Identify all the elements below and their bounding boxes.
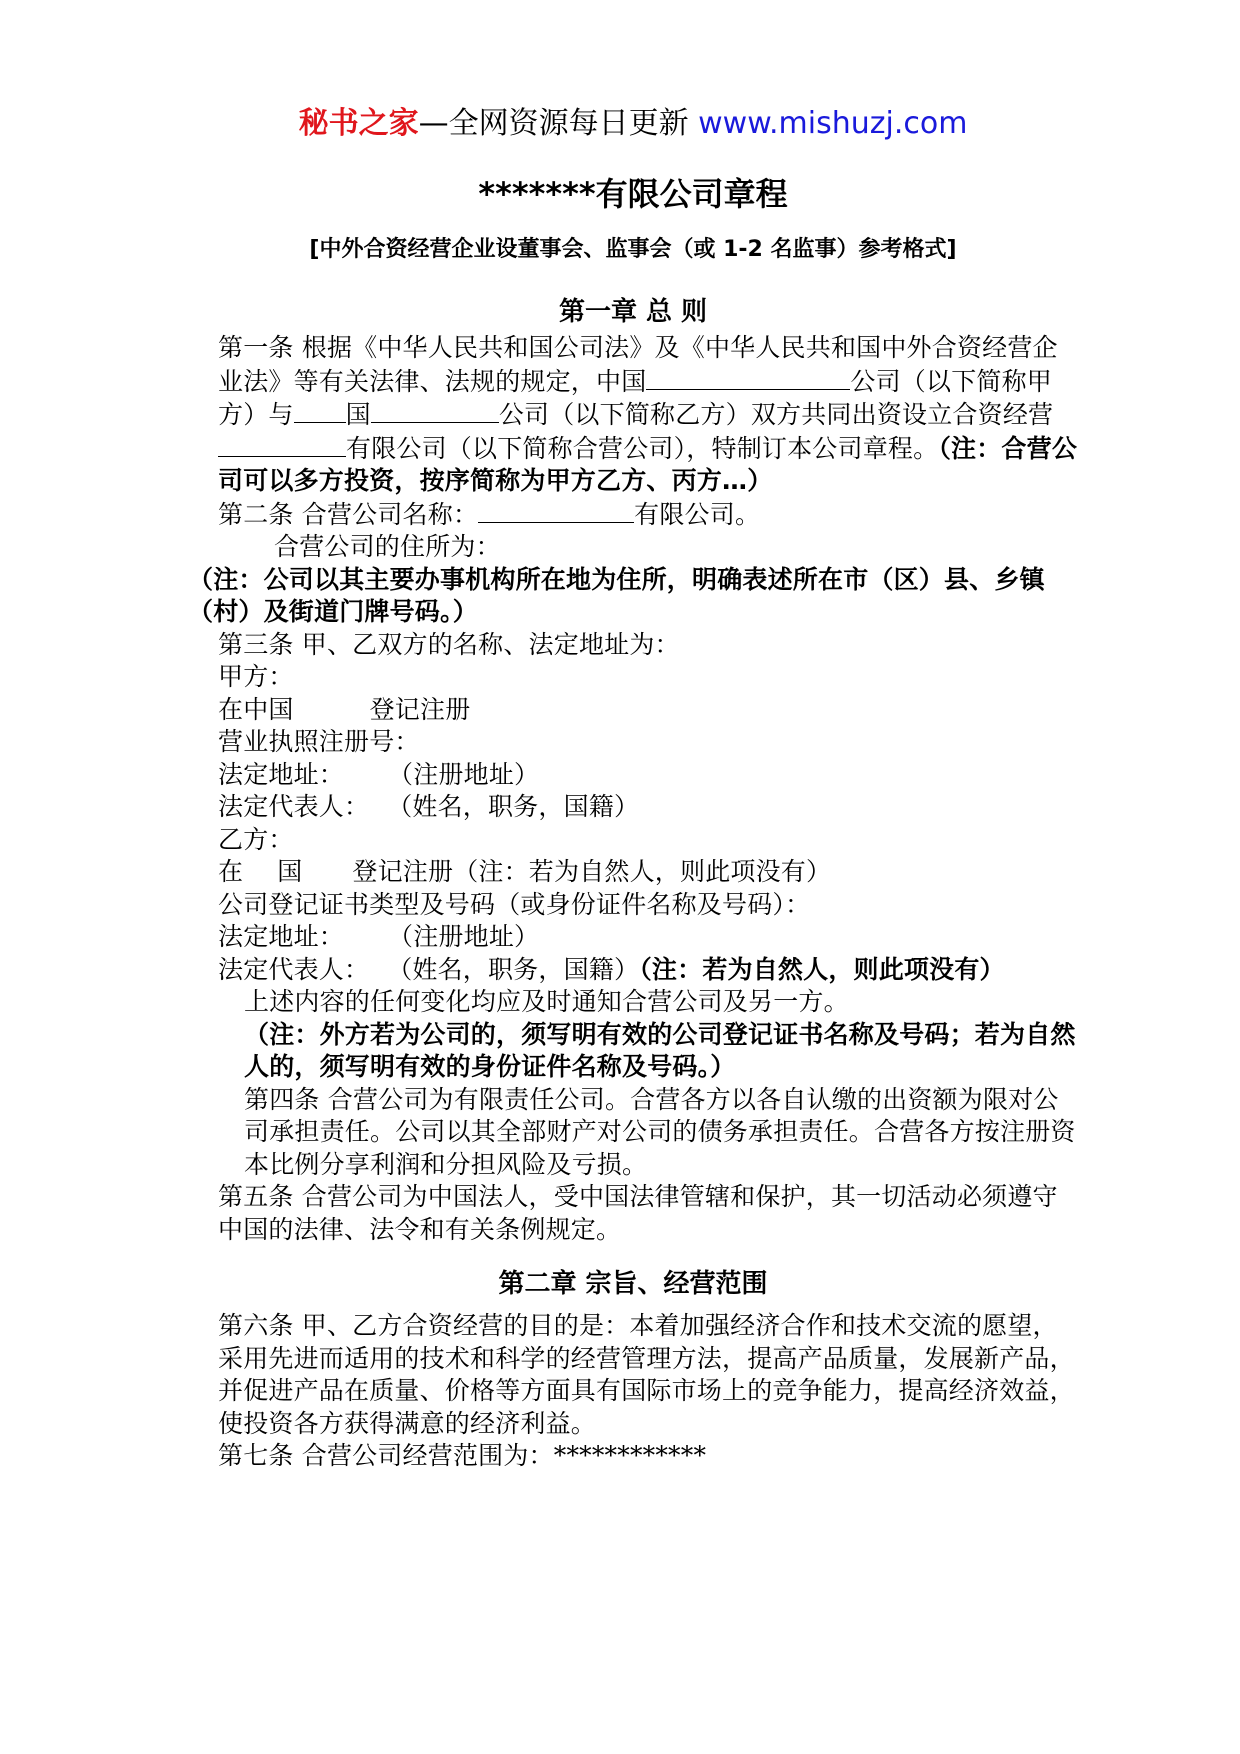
reg-b-suffix: 登记注册（注：若为自然人，则此项没有）	[352, 857, 832, 886]
document-title: *******有限公司章程	[478, 175, 788, 213]
article-6: 第六条 甲、乙方合资经营的目的是：本着加强经济合作和技术交流的愿望，采用先进而适用的技术和科学的经营管理方法，提高产品质量，发展新产品，并促进产品在质量、价格等方面具有国际市场上的竞争能力，提高经济效益，使投资各方获得满意的经济利益。	[218, 1311, 1075, 1438]
reg-a-suffix: 登记注册	[369, 694, 471, 724]
article-1-text-b: 公司（以下简称甲方）与	[218, 366, 1053, 429]
article-1-text-a: 第一条 根据《中华人民共和国公司法》及《中华人民共和国中外合资经营企业法》等有关法律、法规的规定，中国	[218, 333, 1058, 396]
blank-line	[478, 498, 634, 523]
rep-value: （姓名，职务，国籍）	[387, 792, 640, 821]
article-2	[188, 498, 1078, 532]
address-value: （注册地址）	[388, 922, 540, 951]
article-2-address: 合营公司的住所为：	[274, 532, 501, 561]
rep-value: （姓名，职务，国籍）	[387, 954, 640, 984]
blank-line	[218, 432, 346, 457]
article-3-change-notice: 上述内容的任何变化均应及时通知合营公司及另一方。	[244, 987, 849, 1016]
party-a-license: 营业执照注册号：	[218, 727, 420, 756]
header-tagline: —全网资源每日更新	[418, 106, 699, 141]
article-3-note: （注：外方若为公司的，须写明有效的公司登记证书名称及号码；若为自然人的，须写明有效的身份证件名称及号码。）	[244, 1019, 1076, 1081]
party-a-representative	[188, 791, 1078, 824]
blank-line	[371, 398, 499, 423]
address-label: 法定地址：	[218, 922, 345, 951]
article-1-text-d: 公司（以下简称乙方）双方共同出资设立合资经营	[498, 400, 1054, 429]
article-1-text-c: 国	[345, 400, 371, 429]
article-7: 第七条 合营公司经营范围为：************	[218, 1441, 707, 1470]
article-2-text-a: 第二条 合营公司名称：	[218, 499, 479, 529]
party-a-address	[188, 759, 1078, 792]
site-header	[188, 100, 1078, 148]
rep-note: （注：若为自然人，则此项没有）	[639, 954, 1005, 984]
reg-a-country: 在中国	[218, 694, 294, 724]
article-3-intro: 第三条 甲、乙双方的名称、法定地址为：	[218, 629, 680, 659]
article-2-note: （注：公司以其主要办事机构所在地为住所，明确表述所在市（区）县、乡镇（村）及街道门牌号码。）	[188, 564, 1045, 626]
party-b-registration	[188, 856, 1078, 889]
party-a-registration	[188, 694, 1078, 727]
party-b-label: 乙方：	[218, 824, 294, 854]
address-label: 法定地址：	[218, 759, 345, 789]
document-page	[188, 100, 1078, 1473]
article-1	[188, 332, 1078, 498]
article-1-note: （注：合营公司可以多方投资，按序简称为甲方乙方、丙方…）	[218, 433, 1078, 495]
article-2-text-b: 有限公司。	[634, 499, 761, 529]
party-a-label: 甲方：	[218, 662, 294, 691]
reg-b-country: 国	[277, 857, 303, 886]
chapter-1-heading: 第一章 总 则	[558, 297, 708, 327]
blank-line	[646, 365, 850, 390]
brand-name: 秘书之家	[298, 106, 419, 141]
blank-line	[294, 398, 346, 423]
article-5: 第五条 合营公司为中国法人，受中国法律管辖和保护，其一切活动必须遵守中国的法律、法令和有关条例规定。	[218, 1182, 1058, 1244]
address-value: （注册地址）	[388, 759, 540, 789]
party-b-address	[188, 921, 1078, 954]
chapter-2-heading: 第二章 宗旨、经营范围	[498, 1269, 768, 1299]
rep-label: 法定代表人：	[218, 792, 370, 821]
article-4: 第四条 合营公司为有限责任公司。合营各方以各自认缴的出资额为限对公司承担责任。公司以其全部财产对公司的债务承担责任。合营各方按注册资本比例分享利润和分担风险及亏损。	[244, 1084, 1076, 1179]
document-subtitle: [中外合资经营企业设董事会、监事会（或 1-2 名监事）参考格式]	[309, 237, 957, 262]
site-url-link[interactable]: www.mishuzj.com	[698, 106, 968, 141]
party-b-certificate: 公司登记证书类型及号码（或身份证件名称及号码）：	[218, 889, 811, 919]
article-1-text-e: 有限公司（以下简称合营公司），特制订本公司章程。	[346, 433, 939, 463]
rep-label: 法定代表人：	[218, 954, 370, 984]
reg-b-prefix: 在	[218, 857, 244, 886]
party-b-representative	[188, 954, 1078, 987]
